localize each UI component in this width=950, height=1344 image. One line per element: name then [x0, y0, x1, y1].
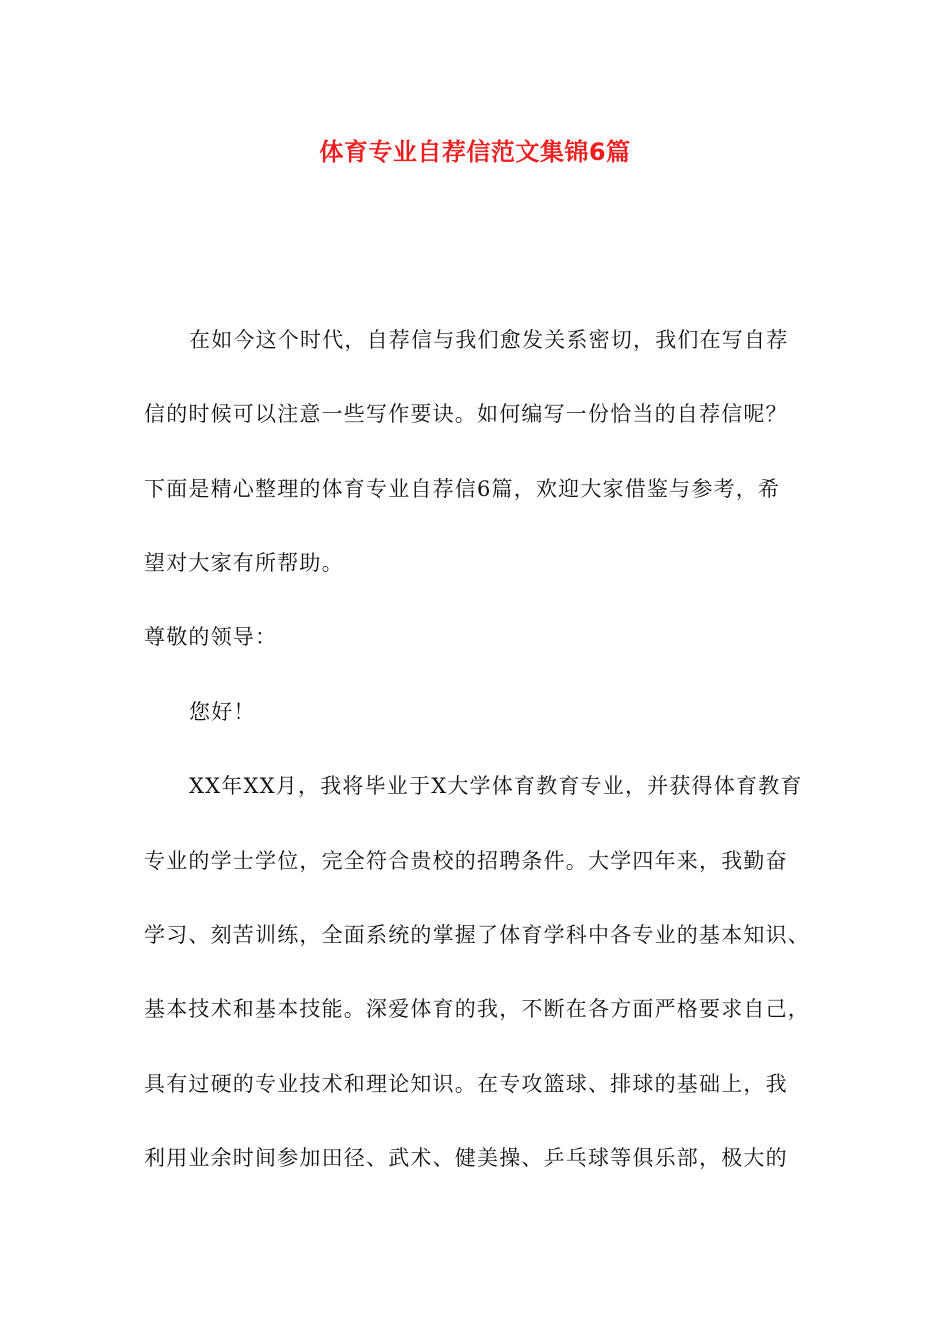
paragraph-line: 专业的学士学位，完全符合贵校的招聘条件。大学四年来，我勤奋	[144, 849, 788, 873]
paragraph-line: 具有过硬的专业技术和理论知识。在专攻篮球、排球的基础上，我	[144, 1072, 788, 1096]
paragraph-line: 利用业余时间参加田径、武术、健美操、乒乓球等俱乐部，极大的	[144, 1146, 788, 1170]
paragraph-line: XX年XX月，我将毕业于X大学体育教育专业，并获得体育教育	[189, 774, 803, 798]
paragraph-line: 在如今这个时代，自荐信与我们愈发关系密切，我们在写自荐	[189, 328, 789, 352]
paragraph-line: 学习、刻苦训练，全面系统的掌握了体育学科中各专业的基本知识、	[144, 923, 810, 947]
salutation: 尊敬的领导：	[144, 625, 278, 649]
document-title: 体育专业自荐信范文集锦6篇	[319, 138, 631, 166]
paragraph-line: 望对大家有所帮助。	[144, 551, 344, 575]
paragraph-line: 信的时候可以注意一些写作要诀。如何编写一份恰当的自荐信呢？	[144, 402, 788, 426]
paragraph-line: 下面是精心整理的体育专业自荐信6篇，欢迎大家借鉴与参考，希	[144, 477, 781, 501]
paragraph-line: 基本技术和基本技能。深爱体育的我，不断在各方面严格要求自己，	[144, 997, 810, 1021]
greeting: 您好！	[189, 700, 256, 724]
